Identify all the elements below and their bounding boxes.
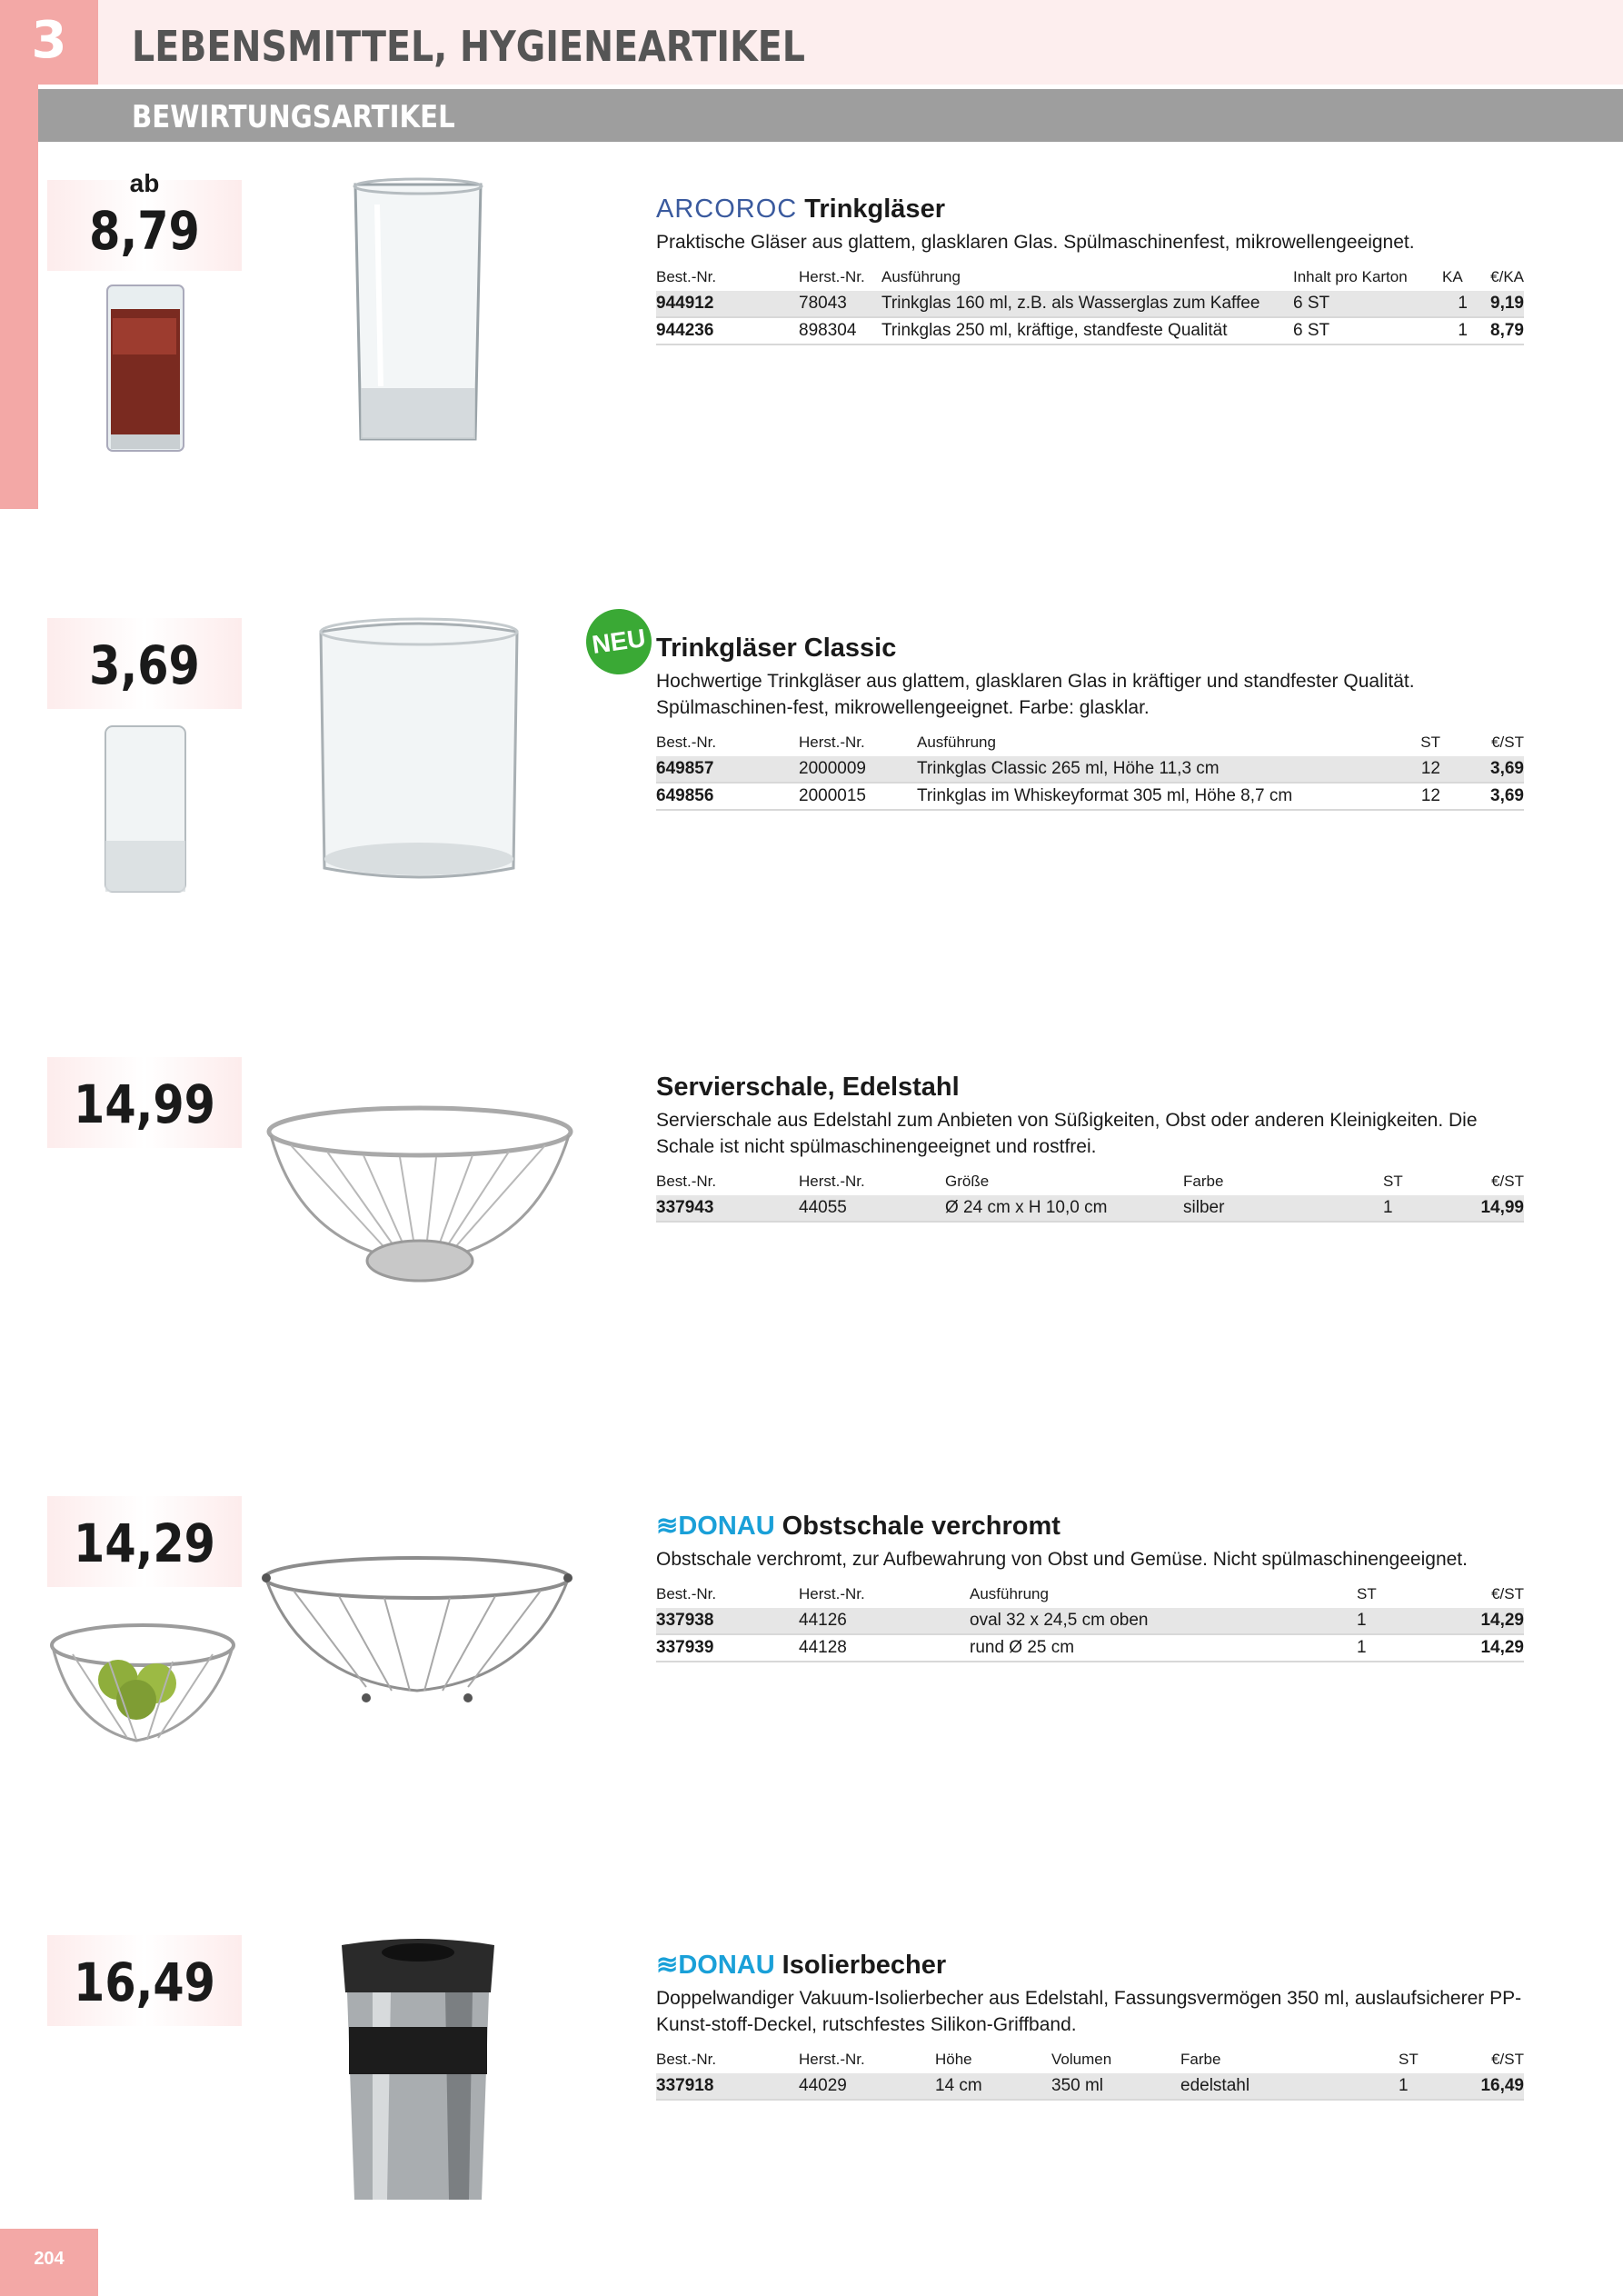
article-number: 337938 (656, 1608, 799, 1634)
manufacturer-number: 898304 (799, 317, 881, 344)
variant: Trinkglas 160 ml, z.B. als Wasserglas zum Kaffee (881, 291, 1293, 317)
product-description: Doppelwandiger Vakuum-Isolierbecher aus Edelstahl, Fassungsvermögen 350 ml, auslaufsicherer PP-Kunst-stoff-Deckel, rutschfestes Silikon-Griffband. (656, 1988, 1522, 2035)
manufacturer-number: 44029 (799, 2073, 935, 2100)
manufacturer-number: 44055 (799, 1195, 945, 1222)
quantity: 1 (1399, 2073, 1453, 2100)
manufacturer-number: 44128 (799, 1634, 970, 1662)
quantity: 1 (1442, 317, 1479, 344)
product-description: Servierschale aus Edelstahl zum Anbieten von Süßigkeiten, Obst oder anderen Kleinigkeiten. Die Schale ist nicht spülmaschinengeeignet und rostfrei. (656, 1110, 1478, 1157)
color: silber (1183, 1195, 1383, 1222)
article-number: 337939 (656, 1634, 799, 1662)
column-header: Herst.-Nr. (799, 2051, 865, 2068)
column-header: Volumen (1051, 2051, 1112, 2068)
table-row (656, 1634, 1524, 1662)
price-prefix: ab (129, 169, 160, 197)
product-block (656, 1069, 1524, 1223)
product-block (656, 630, 1524, 811)
table-row (656, 1608, 1524, 1634)
product-name: Isolierbecher (782, 1951, 947, 1980)
column-header: Best.-Nr. (656, 734, 717, 751)
column-header: Best.-Nr. (656, 1585, 717, 1602)
brand-logo: ≋DONAU (656, 1951, 775, 1980)
price-box (47, 1057, 242, 1148)
column-header: Best.-Nr. (656, 1173, 717, 1190)
chapter-side-strip (0, 85, 38, 509)
manufacturer-number: 2000009 (799, 756, 917, 783)
column-header: Herst.-Nr. (799, 734, 865, 751)
product-name: Trinkgläser (804, 195, 945, 224)
color: edelstahl (1180, 2073, 1399, 2100)
unit-price: 9,19 (1479, 291, 1524, 317)
column-header: KA (1442, 268, 1463, 285)
new-badge: NEU (582, 604, 655, 678)
quantity: 1 (1383, 1195, 1438, 1222)
quantity: 1 (1357, 1634, 1439, 1662)
table-row (656, 756, 1524, 783)
column-header: Herst.-Nr. (799, 268, 865, 285)
quantity: 1 (1357, 1608, 1439, 1634)
table-row (656, 1195, 1524, 1222)
article-number: 649857 (656, 756, 799, 783)
quantity: 12 (1389, 783, 1449, 810)
column-header: €/ST (1491, 1585, 1524, 1602)
product-table (656, 266, 1524, 345)
column-header: Herst.-Nr. (799, 1173, 865, 1190)
manufacturer-number: 44126 (799, 1608, 970, 1634)
price: 14,29 (74, 1512, 215, 1574)
product-title: Servierschale, Edelstahl (656, 1073, 960, 1102)
insulated-mug-image (336, 1936, 500, 2209)
column-header: €/KA (1490, 268, 1524, 285)
variant: rund Ø 25 cm (970, 1634, 1357, 1662)
product-table (656, 2049, 1524, 2101)
volume: 350 ml (1051, 2073, 1180, 2100)
wire-serving-bowl-image (264, 1104, 577, 1286)
product-description: Hochwertige Trinkgläser aus glattem, glasklaren Glas in kräftiger und standfester Qualität. Spülmaschinen-fest, mikrowellengeeignet. Farbe: glasklar. (656, 671, 1415, 718)
column-header: ST (1420, 734, 1440, 751)
table-row (656, 783, 1524, 810)
column-header: Höhe (935, 2051, 972, 2068)
column-header: Ausführung (917, 734, 996, 751)
column-header: Best.-Nr. (656, 268, 717, 285)
chapter-number: 3 (31, 11, 67, 70)
brand-logo: ≋DONAU (656, 1512, 775, 1541)
column-header: Best.-Nr. (656, 2051, 717, 2068)
tall-glass-image (100, 723, 191, 895)
price-box (47, 169, 242, 271)
brand-logo: ARCOROC (656, 195, 798, 224)
manufacturer-number: 2000015 (799, 783, 917, 810)
quantity: 12 (1389, 756, 1449, 783)
unit-price: 14,29 (1439, 1608, 1524, 1634)
unit-price: 14,99 (1438, 1195, 1524, 1222)
product-description: Obstschale verchromt, zur Aufbewahrung von Obst und Gemüse. Nicht spülmaschinengeeignet. (656, 1549, 1468, 1570)
table-row (656, 2073, 1524, 2100)
manufacturer-number: 78043 (799, 291, 881, 317)
price: 8,79 (89, 200, 200, 262)
product-description: Praktische Gläser aus glattem, glasklaren Glas. Spülmaschinenfest, mikrowellengeeignet. (656, 232, 1415, 253)
content-per-carton: 6 ST (1293, 291, 1442, 317)
height: 14 cm (935, 2073, 1051, 2100)
product-title (656, 1947, 1524, 1983)
column-header: €/ST (1491, 2051, 1524, 2068)
whiskey-glass-image (314, 614, 524, 891)
table-row (656, 291, 1524, 317)
price: 16,49 (74, 1952, 215, 2013)
variant: Trinkglas 250 ml, kräftige, standfeste Qualität (881, 317, 1293, 344)
unit-price: 14,29 (1439, 1634, 1524, 1662)
column-header: Farbe (1183, 1173, 1224, 1190)
column-header: ST (1357, 1585, 1377, 1602)
price: 14,99 (74, 1073, 215, 1135)
glass-with-drink-image (102, 282, 189, 454)
product-title: Trinkgläser Classic (656, 634, 897, 663)
column-header: Ausführung (881, 268, 961, 285)
article-number: 944236 (656, 317, 799, 344)
column-header: Inhalt pro Karton (1293, 268, 1408, 285)
page-number: 204 (34, 2249, 65, 2269)
brand-name: DONAU (678, 1512, 775, 1541)
article-number: 337943 (656, 1195, 799, 1222)
product-block (656, 191, 1524, 345)
article-number: 649856 (656, 783, 799, 810)
unit-price: 3,69 (1449, 756, 1524, 783)
product-name: Obstschale verchromt (782, 1512, 1060, 1541)
drinking-glass-image (350, 177, 486, 450)
product-block (656, 1508, 1524, 1662)
column-header: Herst.-Nr. (799, 1585, 865, 1602)
column-header: Größe (945, 1173, 990, 1190)
product-title (656, 191, 1524, 227)
product-table (656, 1583, 1524, 1662)
price: 3,69 (89, 634, 200, 696)
article-number: 337918 (656, 2073, 799, 2100)
column-header: Ausführung (970, 1585, 1049, 1602)
column-header: ST (1383, 1173, 1403, 1190)
wire-fruit-bowl-image (257, 1552, 577, 1712)
product-title (656, 1508, 1524, 1544)
column-header: Farbe (1180, 2051, 1221, 2068)
product-table (656, 1171, 1524, 1223)
price-box (47, 1935, 242, 2026)
size: Ø 24 cm x H 10,0 cm (945, 1195, 1183, 1222)
section-title: BEWIRTUNGSARTIKEL (132, 99, 455, 135)
unit-price: 8,79 (1479, 317, 1524, 344)
unit-price: 16,49 (1453, 2073, 1524, 2100)
column-header: €/ST (1491, 734, 1524, 751)
content-per-carton: 6 ST (1293, 317, 1442, 344)
column-header: €/ST (1491, 1173, 1524, 1190)
variant: oval 32 x 24,5 cm oben (970, 1608, 1357, 1634)
price-box (47, 1496, 242, 1587)
product-block (656, 1947, 1524, 2101)
unit-price: 3,69 (1449, 783, 1524, 810)
variant: Trinkglas Classic 265 ml, Höhe 11,3 cm (917, 756, 1389, 783)
price-box (47, 618, 242, 709)
quantity: 1 (1442, 291, 1479, 317)
page-title: LEBENSMITTEL, HYGIENEARTIKEL (132, 22, 805, 71)
table-row (656, 317, 1524, 344)
product-table (656, 732, 1524, 811)
article-number: 944912 (656, 291, 799, 317)
fruit-basket-image (45, 1618, 241, 1754)
page-number-tab (0, 2229, 98, 2296)
variant: Trinkglas im Whiskeyformat 305 ml, Höhe 8,7 cm (917, 783, 1389, 810)
brand-name: DONAU (678, 1951, 775, 1980)
column-header: ST (1399, 2051, 1419, 2068)
